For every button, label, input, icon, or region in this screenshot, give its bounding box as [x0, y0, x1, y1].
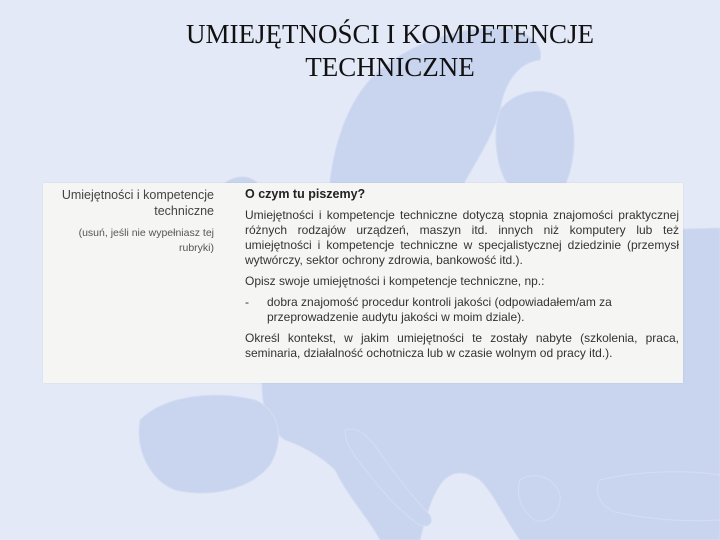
section-label-line-2: techniczne — [154, 204, 214, 218]
section-label-column — [43, 187, 214, 256]
finland-shape — [496, 91, 574, 197]
slide-title-line-2: TECHNICZNE — [305, 52, 475, 82]
bullet-dash: - — [245, 295, 249, 309]
cv-section-box — [43, 183, 683, 383]
bullet-text: dobra znajomość procedur kontroli jakości (odpowiadałem/am za przeprowadzenie audytu jakości w moim dziale). — [267, 295, 612, 324]
section-content-column — [245, 187, 679, 367]
content-paragraph-3: Określ kontekst, w jakim umiejętności te zostały nabyte (szkolenia, praca, seminaria, działalność ochotnicza lub w czasie wolnym od pracy itd.). — [245, 331, 679, 360]
content-heading: O czym tu piszemy? — [245, 187, 366, 201]
section-label-line-1: Umiejętności i kompetencje — [61, 188, 214, 202]
content-bullet-item — [245, 295, 679, 325]
content-paragraph-2: Opisz swoje umiejętności i kompetencje techniczne, np.: — [245, 274, 545, 288]
slide-title — [90, 18, 690, 84]
iberia-shape — [139, 395, 278, 493]
section-remove-note: (usuń, jeśli nie wypełniasz tej rubryki) — [78, 227, 214, 254]
slide-title-line-1: UMIEJĘTNOŚCI I KOMPETENCJE — [186, 19, 594, 49]
content-paragraph-1: Umiejętności i kompetencje techniczne dotyczą stopnia znajomości praktycznej różnych rodzajów urządzeń, maszyn itd. innych niż komputery lub też umiejętności i kompetencje techniczne w specjalistycznej dziedzinie (przemysł wytwórczy, sektor ochrony zdrowia, bankowość itd.). — [245, 208, 679, 267]
